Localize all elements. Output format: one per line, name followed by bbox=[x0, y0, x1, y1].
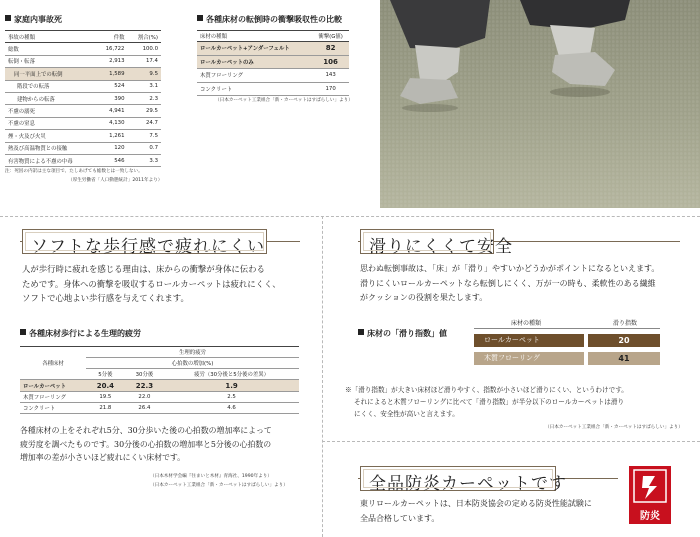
header-cell: 心拍数の増加(%) bbox=[86, 358, 299, 369]
soft-section-body bbox=[22, 262, 281, 306]
fatigue-table bbox=[20, 346, 299, 414]
row-label: 有害物質による不慮の中毒 bbox=[5, 154, 96, 166]
row-pct: 24.7 bbox=[128, 117, 162, 129]
row-count: 2,913 bbox=[96, 55, 128, 67]
header-cell: 各種床材 bbox=[20, 347, 86, 380]
body-line: 疲労度を調べたものです。30分後の心拍数の増加率と5分後の心拍数の bbox=[20, 439, 272, 449]
table-header-row bbox=[20, 347, 299, 358]
slip-note bbox=[345, 384, 628, 420]
row-pct: 7.5 bbox=[128, 130, 162, 142]
square-bullet-icon bbox=[5, 15, 11, 21]
row-pct: 3.3 bbox=[128, 154, 162, 166]
table-row bbox=[5, 154, 161, 166]
row-label: ロールカーペット+アンダーフェルト bbox=[197, 42, 312, 56]
row-value: 19.5 bbox=[86, 392, 125, 403]
row-value: 21.8 bbox=[86, 403, 125, 414]
row-pct: 3.1 bbox=[128, 80, 162, 92]
body-line: 滑りにくいロールカーペットなら転倒しにくく、万が一の時も、柔軟性のある繊維 bbox=[360, 278, 656, 288]
slip-col-floor: 床材の種類 bbox=[510, 320, 541, 327]
row-pct: 100.0 bbox=[128, 43, 162, 55]
body-line: 増加率の差が小さいほど疲れにくい床材です。 bbox=[20, 453, 186, 462]
table-row bbox=[197, 82, 349, 96]
body-line: ためです。身体への衝撃を吸収するロールカーペットは疲れにくく、 bbox=[22, 278, 281, 289]
row-value: 1.9 bbox=[164, 380, 299, 392]
divider-horizontal bbox=[322, 441, 700, 442]
row-count: 1,261 bbox=[96, 130, 128, 142]
flame-mark-icon bbox=[629, 466, 671, 506]
row-count: 4,130 bbox=[96, 117, 128, 129]
body-line: 思わぬ転倒事故は、「床」が「滑り」やすいかどうかがポイントになるといえます。 bbox=[360, 264, 660, 273]
slip-source: （日本カーペット工業組合「新・カーペットはすばらしい」より） bbox=[545, 425, 683, 430]
header-cell: 衝撃(G値) bbox=[312, 31, 349, 42]
badge-label: 防炎 bbox=[640, 511, 660, 522]
fatigue-description bbox=[20, 424, 272, 465]
row-value: 143 bbox=[312, 69, 349, 83]
row-label: 木質フローリング bbox=[20, 392, 86, 403]
shock-table bbox=[197, 30, 349, 96]
section-heading-soft: ソフトな歩行感で疲れにくい bbox=[22, 229, 267, 254]
body-line: がクッションの役割を果たします。 bbox=[360, 293, 488, 302]
section-heading-slip: 滑りにくくて安全 bbox=[360, 229, 494, 254]
shock-table-source: （日本カーペット工業組合「新・カーペットはすばらしい」より） bbox=[215, 98, 353, 103]
row-value: 22.3 bbox=[125, 380, 164, 392]
row-count: 524 bbox=[96, 80, 128, 92]
fatigue-source: （日本カーペット工業組合「新・カーペットはすばらしい」より） bbox=[150, 483, 288, 488]
row-value: 170 bbox=[312, 82, 349, 96]
body-line: ソフトで心地よい歩行感を与えてくれます。 bbox=[22, 293, 189, 303]
note-line: ※「滑り指数」が大きい床材ほど滑りやすく、指数が小さいほど滑りにくい、というわけです。 bbox=[345, 386, 628, 394]
header-cell: 事故の種類 bbox=[5, 31, 96, 43]
death-table-note: 注：死因の内訳は主な項目で、たしあげても総数とは一致しない。 bbox=[5, 169, 143, 174]
header-cell: 割合(%) bbox=[128, 31, 162, 43]
row-label: ロールカーペット bbox=[20, 380, 86, 392]
row-count: 1,589 bbox=[96, 68, 128, 80]
square-bullet-icon bbox=[197, 15, 203, 21]
row-label: コンクリート bbox=[197, 82, 312, 96]
table-row bbox=[5, 130, 161, 142]
row-pct: 2.3 bbox=[128, 92, 162, 104]
fire-retardant-badge bbox=[629, 466, 671, 524]
body-line: 各種床材の上をそれぞれ5分、30分歩いた後の心拍数の増加率によって bbox=[20, 426, 272, 435]
header-cell: 30分後 bbox=[125, 369, 164, 380]
table-row bbox=[5, 105, 161, 117]
header-cell: 床材の種類 bbox=[197, 31, 312, 42]
slip-bar-label: ロールカーペット bbox=[474, 334, 584, 347]
table-row-highlight bbox=[20, 380, 299, 392]
divider-vertical bbox=[322, 216, 323, 537]
row-label: ロールカーペットのみ bbox=[197, 55, 312, 69]
slip-row bbox=[474, 334, 660, 347]
row-value: 2.5 bbox=[164, 392, 299, 403]
slip-col-index: 滑り指数 bbox=[612, 320, 637, 327]
shock-table-title: 各種床材の転倒時の衝撃吸収性の比較 bbox=[197, 14, 342, 25]
row-label: 熱及び高温物質との接触 bbox=[5, 142, 96, 154]
table-header-row bbox=[5, 31, 161, 43]
row-label: 転倒・転落 bbox=[5, 55, 96, 67]
row-count: 120 bbox=[96, 142, 128, 154]
row-pct: 9.5 bbox=[128, 68, 162, 80]
row-pct: 29.5 bbox=[128, 105, 162, 117]
slip-index-chart bbox=[474, 334, 660, 365]
slip-header-rule bbox=[474, 328, 660, 329]
body-line: 人が歩行時に疲れを感じる理由は、床からの衝撃が身体に伝わる bbox=[22, 264, 265, 274]
body-line: 全品合格しています。 bbox=[360, 513, 440, 523]
table-row bbox=[5, 142, 161, 154]
slip-section-body bbox=[360, 262, 659, 306]
header-cell: 生理的疲労 bbox=[86, 347, 299, 358]
table-header-row bbox=[197, 31, 349, 42]
table-row bbox=[5, 43, 161, 55]
row-count: 16,722 bbox=[96, 43, 128, 55]
row-count: 390 bbox=[96, 92, 128, 104]
row-label: 木質フローリング bbox=[197, 69, 312, 83]
fatigue-table-title: 各種床材歩行による生理的疲労 bbox=[20, 328, 141, 339]
row-label: 総数 bbox=[5, 43, 96, 55]
row-label: 不慮の窒息 bbox=[5, 117, 96, 129]
row-value: 22.0 bbox=[125, 392, 164, 403]
table-row bbox=[20, 403, 299, 414]
table-row-highlight bbox=[197, 55, 349, 69]
slip-chart-title: 床材の「滑り指数」値 bbox=[358, 328, 447, 339]
divider-horizontal bbox=[0, 216, 700, 217]
death-table bbox=[5, 30, 161, 167]
slip-bar-value: 41 bbox=[588, 352, 660, 365]
row-count: 546 bbox=[96, 154, 128, 166]
section-heading-fire: 全品防炎カーペットです bbox=[360, 466, 556, 491]
table-row bbox=[5, 117, 161, 129]
row-pct: 0.7 bbox=[128, 142, 162, 154]
square-bullet-icon bbox=[358, 329, 364, 335]
death-table-title: 家庭内事故死 bbox=[5, 14, 62, 25]
fatigue-source: （日本木材学会編『住まいと木材』青海社、1990年より） bbox=[150, 474, 272, 479]
note-line: にくく、安全性が高いと言えます。 bbox=[354, 410, 459, 418]
row-label: 同一平面上での転倒 bbox=[5, 68, 96, 80]
table-row bbox=[5, 55, 161, 67]
square-bullet-icon bbox=[20, 329, 26, 335]
row-pct: 17.4 bbox=[128, 55, 162, 67]
table-row bbox=[5, 92, 161, 104]
fire-section-body bbox=[360, 497, 592, 526]
table-row bbox=[5, 80, 161, 92]
row-value: 20.4 bbox=[86, 380, 125, 392]
row-label: 煙・火及び火災 bbox=[5, 130, 96, 142]
row-label: 建物からの転落 bbox=[5, 92, 96, 104]
table-row bbox=[20, 392, 299, 403]
row-count: 4,941 bbox=[96, 105, 128, 117]
slip-row bbox=[474, 352, 660, 365]
row-label: 不慮の溺死 bbox=[5, 105, 96, 117]
table-row-highlight bbox=[5, 68, 161, 80]
header-cell: 疲労（30分後と5分後の差異） bbox=[164, 369, 299, 380]
row-value: 106 bbox=[312, 55, 349, 69]
row-value: 26.4 bbox=[125, 403, 164, 414]
carpet-photo bbox=[380, 0, 700, 208]
table-row bbox=[197, 69, 349, 83]
row-value: 82 bbox=[312, 42, 349, 56]
note-line: それによると木質フローリングに比べて「滑り指数」が半分以下のロールカーペットは滑り bbox=[354, 398, 625, 406]
row-value: 4.6 bbox=[164, 403, 299, 414]
header-cell: 5分後 bbox=[86, 369, 125, 380]
row-label: コンクリート bbox=[20, 403, 86, 414]
death-table-source: （厚生労働省「人口動態統計」2011年より） bbox=[68, 178, 163, 183]
body-line: 東リロールカーペットは、日本防炎協会の定める防炎性能試験に bbox=[360, 499, 592, 508]
header-cell: 件数 bbox=[96, 31, 128, 43]
table-row-highlight bbox=[197, 42, 349, 56]
row-label: 階段での転落 bbox=[5, 80, 96, 92]
slip-bar-label: 木質フローリング bbox=[474, 352, 584, 365]
slip-bar-value: 20 bbox=[588, 334, 660, 347]
walking-feet-illustration bbox=[380, 0, 700, 208]
